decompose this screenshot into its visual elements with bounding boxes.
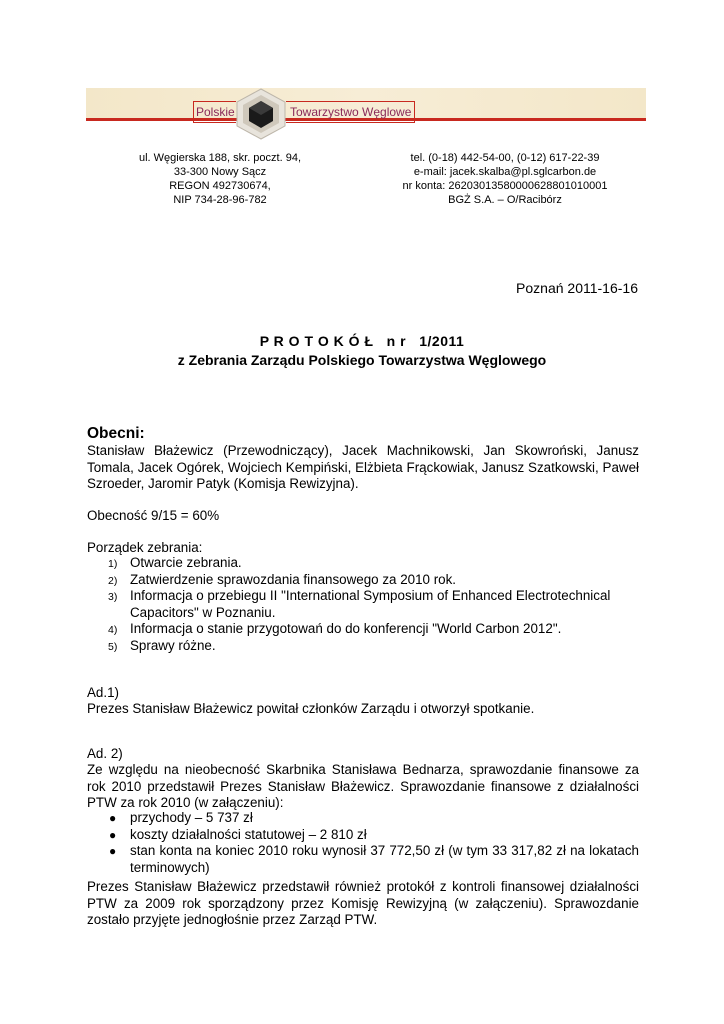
address-line: REGON 492730674,	[169, 180, 271, 192]
contact-line: tel. (0-18) 442-54-00, (0-12) 617-22-39	[410, 152, 600, 164]
bullet-dot-icon: ●	[109, 827, 117, 842]
bullet-item	[87, 810, 639, 827]
address-line: 33-300 Nowy Sącz	[173, 166, 267, 178]
agenda-list	[87, 555, 639, 654]
agenda-item-number: 1)	[108, 558, 118, 570]
bullet-item	[87, 827, 639, 844]
logo-text-right: Towarzystwo Węglowe	[290, 105, 412, 119]
logo-hexagon-icon	[234, 88, 288, 140]
bullet-text: przychody – 5 737 zł	[130, 810, 253, 825]
agenda-item-number: 2)	[108, 574, 118, 587]
contact-line: BGŻ S.A. – O/Racibórz	[448, 194, 562, 206]
ad2-intro: Ze względu na nieobecność Skarbnika Stanisława Bednarza, sprawozdanie finansowe za rok 2010 przedstawił Prezes Stanisław Błażewicz. Sprawozdanie finansowe z działalności PTW za rok 2010 (w załączeniu):	[87, 762, 639, 810]
ad2-heading: Ad. 2)	[87, 746, 123, 761]
agenda-item	[87, 555, 639, 572]
ad1-heading: Ad.1)	[87, 685, 120, 700]
bullet-dot-icon: ●	[109, 811, 117, 825]
protocol-title: P R O T O K Ó Ł n r 1/2011	[259, 333, 465, 349]
agenda-item	[87, 638, 639, 655]
bullet-dot-icon: ●	[109, 844, 117, 858]
agenda-item-text: Informacja o przebiegu II "International Symposium of Enhanced Electrotechnical Capacitors" w Poznaniu.	[130, 588, 611, 620]
agenda-item	[87, 572, 639, 589]
agenda-item-text: Otwarcie zebrania.	[130, 555, 242, 570]
agenda-item-text: Informacja o stanie przygotowań do do konferencji "World Carbon 2012".	[130, 621, 562, 636]
bullet-text: stan konta na koniec 2010 roku wynosił 37 772,50 zł (w tym 33 317,82 zł na lokatach terminowych)	[130, 843, 639, 875]
address-line: NIP 734-28-96-782	[173, 194, 267, 206]
ad1-text: Prezes Stanisław Błażewicz powitał członków Zarządu i otworzył spotkanie.	[87, 701, 535, 716]
agenda-item-text: Zatwierdzenie sprawozdania finansowego za 2010 rok.	[130, 571, 457, 587]
contact-line: e-mail: jacek.skalba@pl.sglcarbon.de	[413, 166, 597, 178]
ad2-outro: Prezes Stanisław Błażewicz przedstawił również protokół z kontroli finansowej działalności PTW za 2009 rok sporządzony przez Komisję Rewizyjną (w załączeniu). Sprawozdanie zostało przyjęte jednogłośnie przez Zarząd PTW.	[87, 879, 639, 927]
present-heading: Obecni:	[87, 425, 145, 442]
present-list: Stanisław Błażewicz (Przewodniczący), Jacek Machnikowski, Jan Skowroński, Janusz Tomala, Jacek Ogórek, Wojciech Kempiński, Elżbieta Frąckowiak, Janusz Szatkowski, Paweł Szroeder, Jaromir Patyk (Komisja Rewizyjna).	[87, 443, 639, 491]
agenda-item-text: Sprawy różne.	[130, 637, 216, 653]
protocol-subtitle: z Zebrania Zarządu Polskiego Towarzystwa Węglowego	[177, 352, 547, 368]
agenda-item-number: 4)	[108, 624, 118, 636]
logo-text-left: Polskie	[196, 105, 235, 119]
document-date: Poznań 2011-16-16	[516, 280, 638, 296]
agenda-item-number: 3)	[108, 591, 118, 603]
agenda-item-number: 5)	[108, 640, 118, 653]
bullet-text: koszty działalności statutowej – 2 810 zł	[130, 826, 367, 842]
address-right-block	[368, 151, 642, 207]
agenda-item	[87, 588, 639, 621]
contact-line: nr konta: 26203013580000628801010001	[402, 180, 608, 192]
bullet-item	[87, 843, 639, 876]
attendance: Obecność 9/15 = 60%	[87, 508, 220, 523]
address-line: ul. Węgierska 188, skr. poczt. 94,	[138, 152, 302, 164]
agenda-heading: Porządek zebrania:	[87, 540, 203, 555]
address-left-block	[120, 151, 320, 207]
agenda-item	[87, 621, 639, 638]
financial-bullets	[87, 810, 639, 876]
